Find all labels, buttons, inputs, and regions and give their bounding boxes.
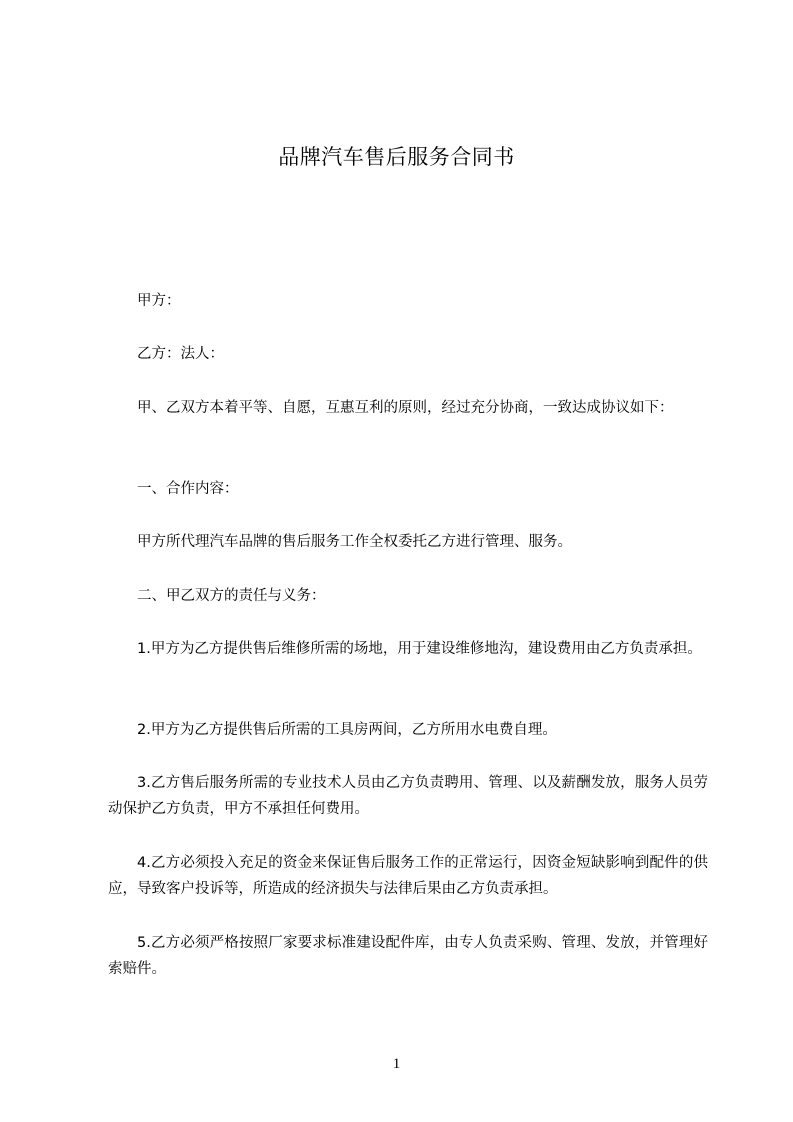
preamble-paragraph: 甲、乙双方本着平等、自愿，互惠互利的原则，经过充分协商，一致达成协议如下： <box>137 400 674 416</box>
section1-heading: 一、合作内容： <box>137 481 239 497</box>
section1-body: 甲方所代理汽车品牌的售后服务工作全权委托乙方进行管理、服务。 <box>137 534 572 550</box>
clause-1: 1.甲方为乙方提供售后维修所需的场地，用于建设维修地沟，建设费用由乙方负责承担。 <box>137 641 702 657</box>
document-title: 品牌汽车售后服务合同书 <box>278 145 515 169</box>
party-a-line: 甲方： <box>137 293 181 309</box>
party-b-line: 乙方：法人： <box>137 346 224 362</box>
page-number: 1 <box>392 1056 401 1072</box>
clause-5: 5.乙方必须严格按照厂家要求标准建设配件库，由专人负责采购、管理、发放，并管理好索赔件。 <box>108 935 708 977</box>
clause-4: 4.乙方必须投入充足的资金来保证售后服务工作的正常运行，因资金短缺影响到配件的供应，导致客户投诉等，所造成的经济损失与法律后果由乙方负责承担。 <box>108 855 708 897</box>
clause-2: 2.甲方为乙方提供售后所需的工具房两间，乙方所用水电费自理。 <box>137 722 557 738</box>
section2-heading: 二、甲乙双方的责任与义务： <box>137 588 326 604</box>
clause-3: 3.乙方售后服务所需的专业技术人员由乙方负责聘用、管理、以及薪酬发放，服务人员劳动保护乙方负责，甲方不承担任何费用。 <box>108 775 708 817</box>
